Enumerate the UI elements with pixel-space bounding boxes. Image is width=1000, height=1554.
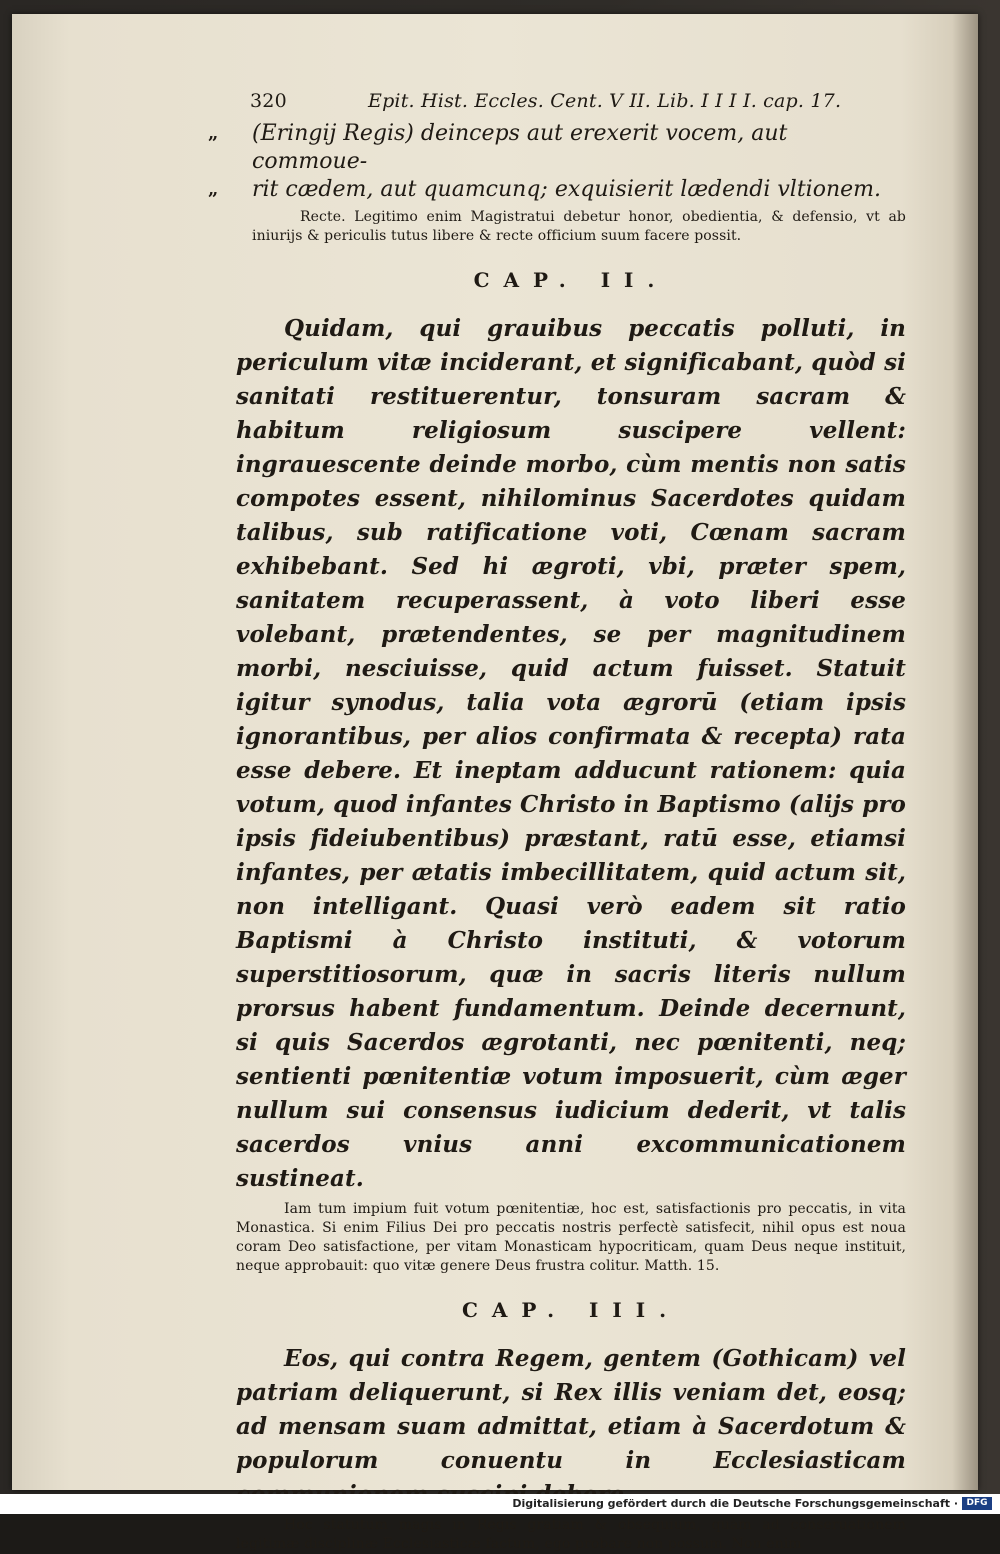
quote-mark: „: [208, 179, 219, 200]
running-head: [236, 86, 906, 120]
chapter-heading-2: CAP. II.: [473, 268, 669, 292]
dfg-logo: DFG: [962, 1497, 992, 1510]
page-gutter-shadow: [952, 14, 978, 1490]
continuation-line-1: [208, 120, 906, 176]
chapter-2-text: Quidam, qui grauibus peccatis polluti, in periculum vitæ inciderant, et significabant, quòd si sanitati restituerentur, tonsuram sacram & habitum religiosum suscipere vellent: ingrauescente deinde morbo, cùm mentis non satis compotes essent, nihilominus Sacerdotes quidam talibus, sub ratificatione voti, Cœnam sacram exhibebant. Sed hi ægroti, vbi, præter spem, sanitatem recuperassent, à voto liberi esse volebant, prætendentes, se per magnitudinem morbi, nesciuisse, quid actum fuisset. Statuit igitur synodus, talia vota ægrorū (etiam ipsis ignorantibus, per alios confirmata & recepta) rata esse debere. Et ineptam adducunt rationem: quia votum, quod infantes Christo in Baptismo (alijs pro ipsis fideiubentibus) præstant, ratū esse, etiamsi infantes, per ætatis imbecillitatem, quid actum sit, non intelligant. Quasi verò eadem sit ratio Baptismi à Christo instituti, & votorum superstitiosorum, quæ in sacris literis nullum prorsus habent fundamentum. Deinde decernunt, si quis Sacerdos ægrotanti, nec pœnitenti, neq; sentienti pœnitentiæ votum imposuerit, cùm æger nullum sui consensus iudicium dederit, vt talis sacerdos vnius anni excommunicationem sustineat.: [236, 315, 906, 1192]
text-block: [208, 86, 906, 1554]
chapter-2-note: Iam tum impium fuit votum pœnitentiæ, hoc est, satisfactionis pro peccatis, in vita Monastica. Si enim Filius Dei pro peccatis nostris perfectè satisfecit, nihil opus est noua coram Deo satisfactione, per vitam Monasticam hypocriticam, quam Deus neque instituit, neque approbauit: quo vitæ genere Deus frustra colitur. Matth. 15.: [236, 1201, 906, 1274]
continuation-line-2: [208, 176, 906, 204]
chapter-3-note: Hoc statutum magis in Regis gratiam & obsequium, quàm ad conseruationem legitimæ disciplinæ Ecclesiasticæ factum, ego probare non possum. Non enim: [236, 1517, 906, 1552]
chapter-heading-3: CAP. III.: [461, 1298, 681, 1322]
quote-mark: „: [208, 123, 219, 144]
continuation-text-2: rit cædem, aut quamcunq; exquisierit lædendi vltionem.: [252, 177, 882, 202]
chapter-3-text: Eos, qui contra Regem, gentem (Gothicam) vel patriam deliquerunt, si Rex illis veniam det, eosq; ad mensam suam admittat, etiam à Sacerdotum & populorum conuentu in Ecclesiasticam: [236, 1345, 906, 1474]
note-recte: Recte. Legitimo enim Magistratui debetur honor, obedientia, & defensio, vt ab iniurijs & periculis tutus libere & recte officium suum facere possit.: [252, 209, 906, 244]
funding-notice: Digitalisierung gefördert durch die Deutsche Forschungsgemeinschaft ·: [512, 1497, 958, 1510]
page-number: 320: [250, 90, 287, 112]
continuation-text-1: (Eringij Regis) deinceps aut erexerit vocem, aut commoue-: [252, 121, 788, 174]
running-title: Epit. Hist. Eccles. Cent. V II. Lib. I I I I. cap. 17.: [368, 90, 842, 112]
footer-bar: [0, 1494, 1000, 1514]
